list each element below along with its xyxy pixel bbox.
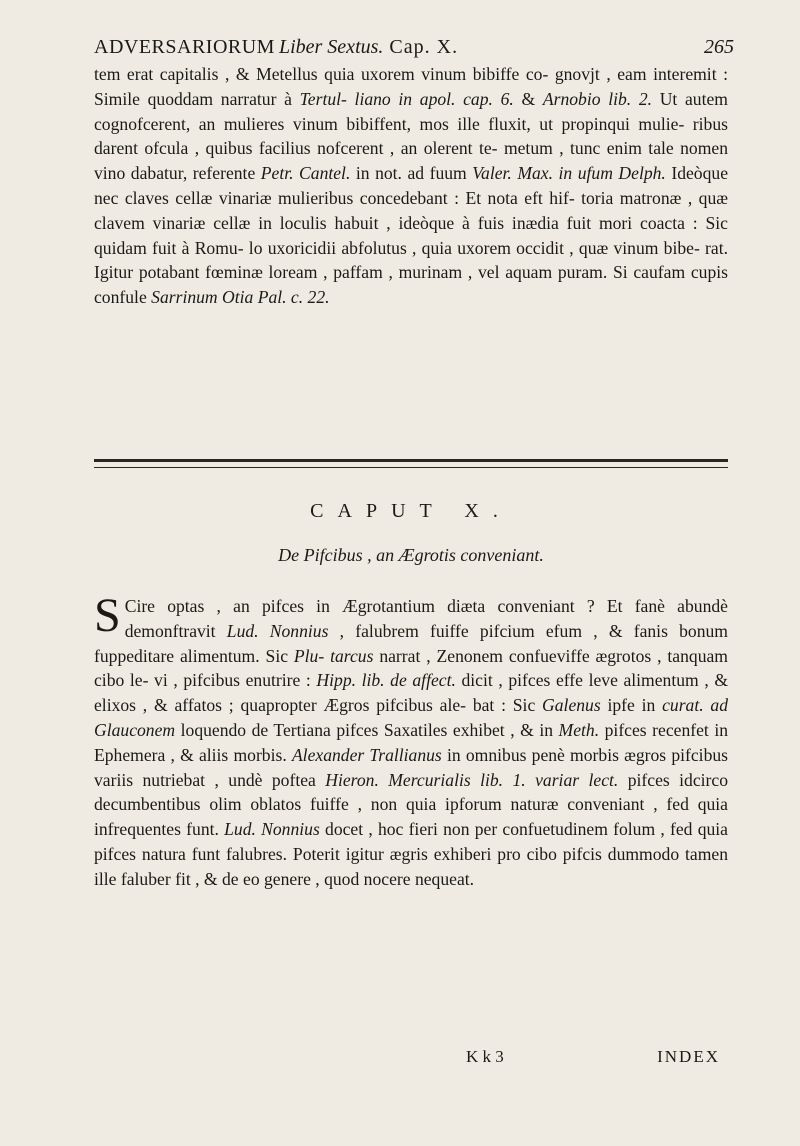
- paragraph-chapter-body: [94, 589, 729, 892]
- citation: curat. ad Glauconem: [94, 695, 729, 740]
- paragraph-continued: [94, 62, 728, 310]
- citation: Plu- tarcus: [293, 645, 374, 666]
- citation: Hipp. lib. de affect.: [316, 670, 456, 691]
- text-run: , falubrem fuiffe pifcium efum , & fanis bonum fuppeditare alimentum. Sic: [94, 620, 728, 666]
- citation: Lud. Nonnius: [224, 819, 320, 840]
- text-run: pifces idcirco decumbentibus olim oblatos fuiffe , non quia ipforum naturæ conveniant , fed quia infrequentes funt.: [94, 769, 729, 840]
- signature-mark: K k 3: [466, 1047, 504, 1066]
- chapter-subtitle: De Pifcibus , an Ægrotis conveniant.: [278, 545, 544, 565]
- running-head: ADVERSARIORUM: [94, 36, 275, 58]
- text-run: docet , hoc fieri non per confuetudinem folum , fed quia pifces natura funt falubres. Poterit igitur ægris exhiberi pro cibo pifcis dummodo tamen ille faluber fit , & de eo genere , quod nocere nequeat.: [94, 819, 728, 889]
- citation: Hieron. Mercurialis lib. 1. variar lect.: [325, 769, 619, 790]
- citation: Meth.: [558, 719, 600, 740]
- page-header: [94, 36, 734, 59]
- text-run: dicit , pifces effe leve alimentum , & elixos , & affatos ; quapropter Ægros pifcibus ale- bat : Sic: [94, 670, 729, 716]
- section-divider: [94, 459, 728, 468]
- book-title: Liber Sextus.: [278, 36, 384, 58]
- text-run: loquendo de Tertiana pifces Saxatiles exhibet , & in: [175, 719, 559, 740]
- text-run: Ut autem cognofcerent, an mulieres vinum bibiffent, mos ille fluxit, ut propinqui mulie- ribus darent ofcula , quibus facilius nofcerent , an olerent te- metum , tunc enim tale nomen vino dabatur, referente: [94, 88, 728, 184]
- text-run: ipfe in: [600, 695, 663, 716]
- citation: Valer. Max. in ufum Delph.: [472, 163, 666, 184]
- citation: Lud. Nonnius: [226, 620, 329, 641]
- chapter-label: Cap. X.: [389, 36, 459, 58]
- text-run: tem erat capitalis , & Metellus quia uxorem vinum bibiffe co- gnovjt , eam interemit : Simile quoddam narratur à: [94, 64, 728, 109]
- page-number: 265: [704, 36, 734, 58]
- citation: Petr. Cantel.: [260, 163, 351, 184]
- text-run: &: [513, 88, 543, 109]
- drop-cap: S: [94, 589, 121, 642]
- catchword: INDEX: [657, 1047, 720, 1066]
- text-run: pifces recenfet in Ephemera , & aliis morbis.: [94, 719, 729, 765]
- citation: Galenus: [542, 695, 601, 716]
- text-run: Cire optas , an pifces in Ægrotantium diæta conveniant ? Et fanè abundè demonftravit: [124, 596, 728, 641]
- text-run: narrat , Zenonem confueviffe ægrotos , tanquam cibo le- vi , pifcibus enutrire :: [94, 645, 728, 691]
- citation: Tertul- liano in apol. cap. 6.: [299, 88, 514, 109]
- citation: Arnobio lib. 2.: [542, 88, 653, 109]
- text-run: in omnibus penè morbis ægros pifcibus variis nutriebat , undè poftea: [94, 744, 729, 790]
- citation: Alexander Trallianus: [291, 744, 442, 765]
- text-run: in not. ad fuum: [350, 163, 473, 184]
- citation: Sarrinum Otia Pal. c. 22.: [151, 287, 330, 308]
- chapter-heading: CAPUT X.: [310, 500, 512, 522]
- text-run: Ideòque nec claves cellæ vinariæ mulieribus concedebant : Et nota eft hif- toria matronæ , quæ clavem vinariæ cellæ in loculis habuit , ideòque à fuis inædia fuit mori coacta : Sic quidam fuit à Romu- lo uxoricidii abfolutus , quia uxorem occidit , quæ vinum bibe- rat. Igitur potabant fœminæ loream , paffam , murinam , vel aquam puram. Si caufam cupis confule: [94, 163, 729, 308]
